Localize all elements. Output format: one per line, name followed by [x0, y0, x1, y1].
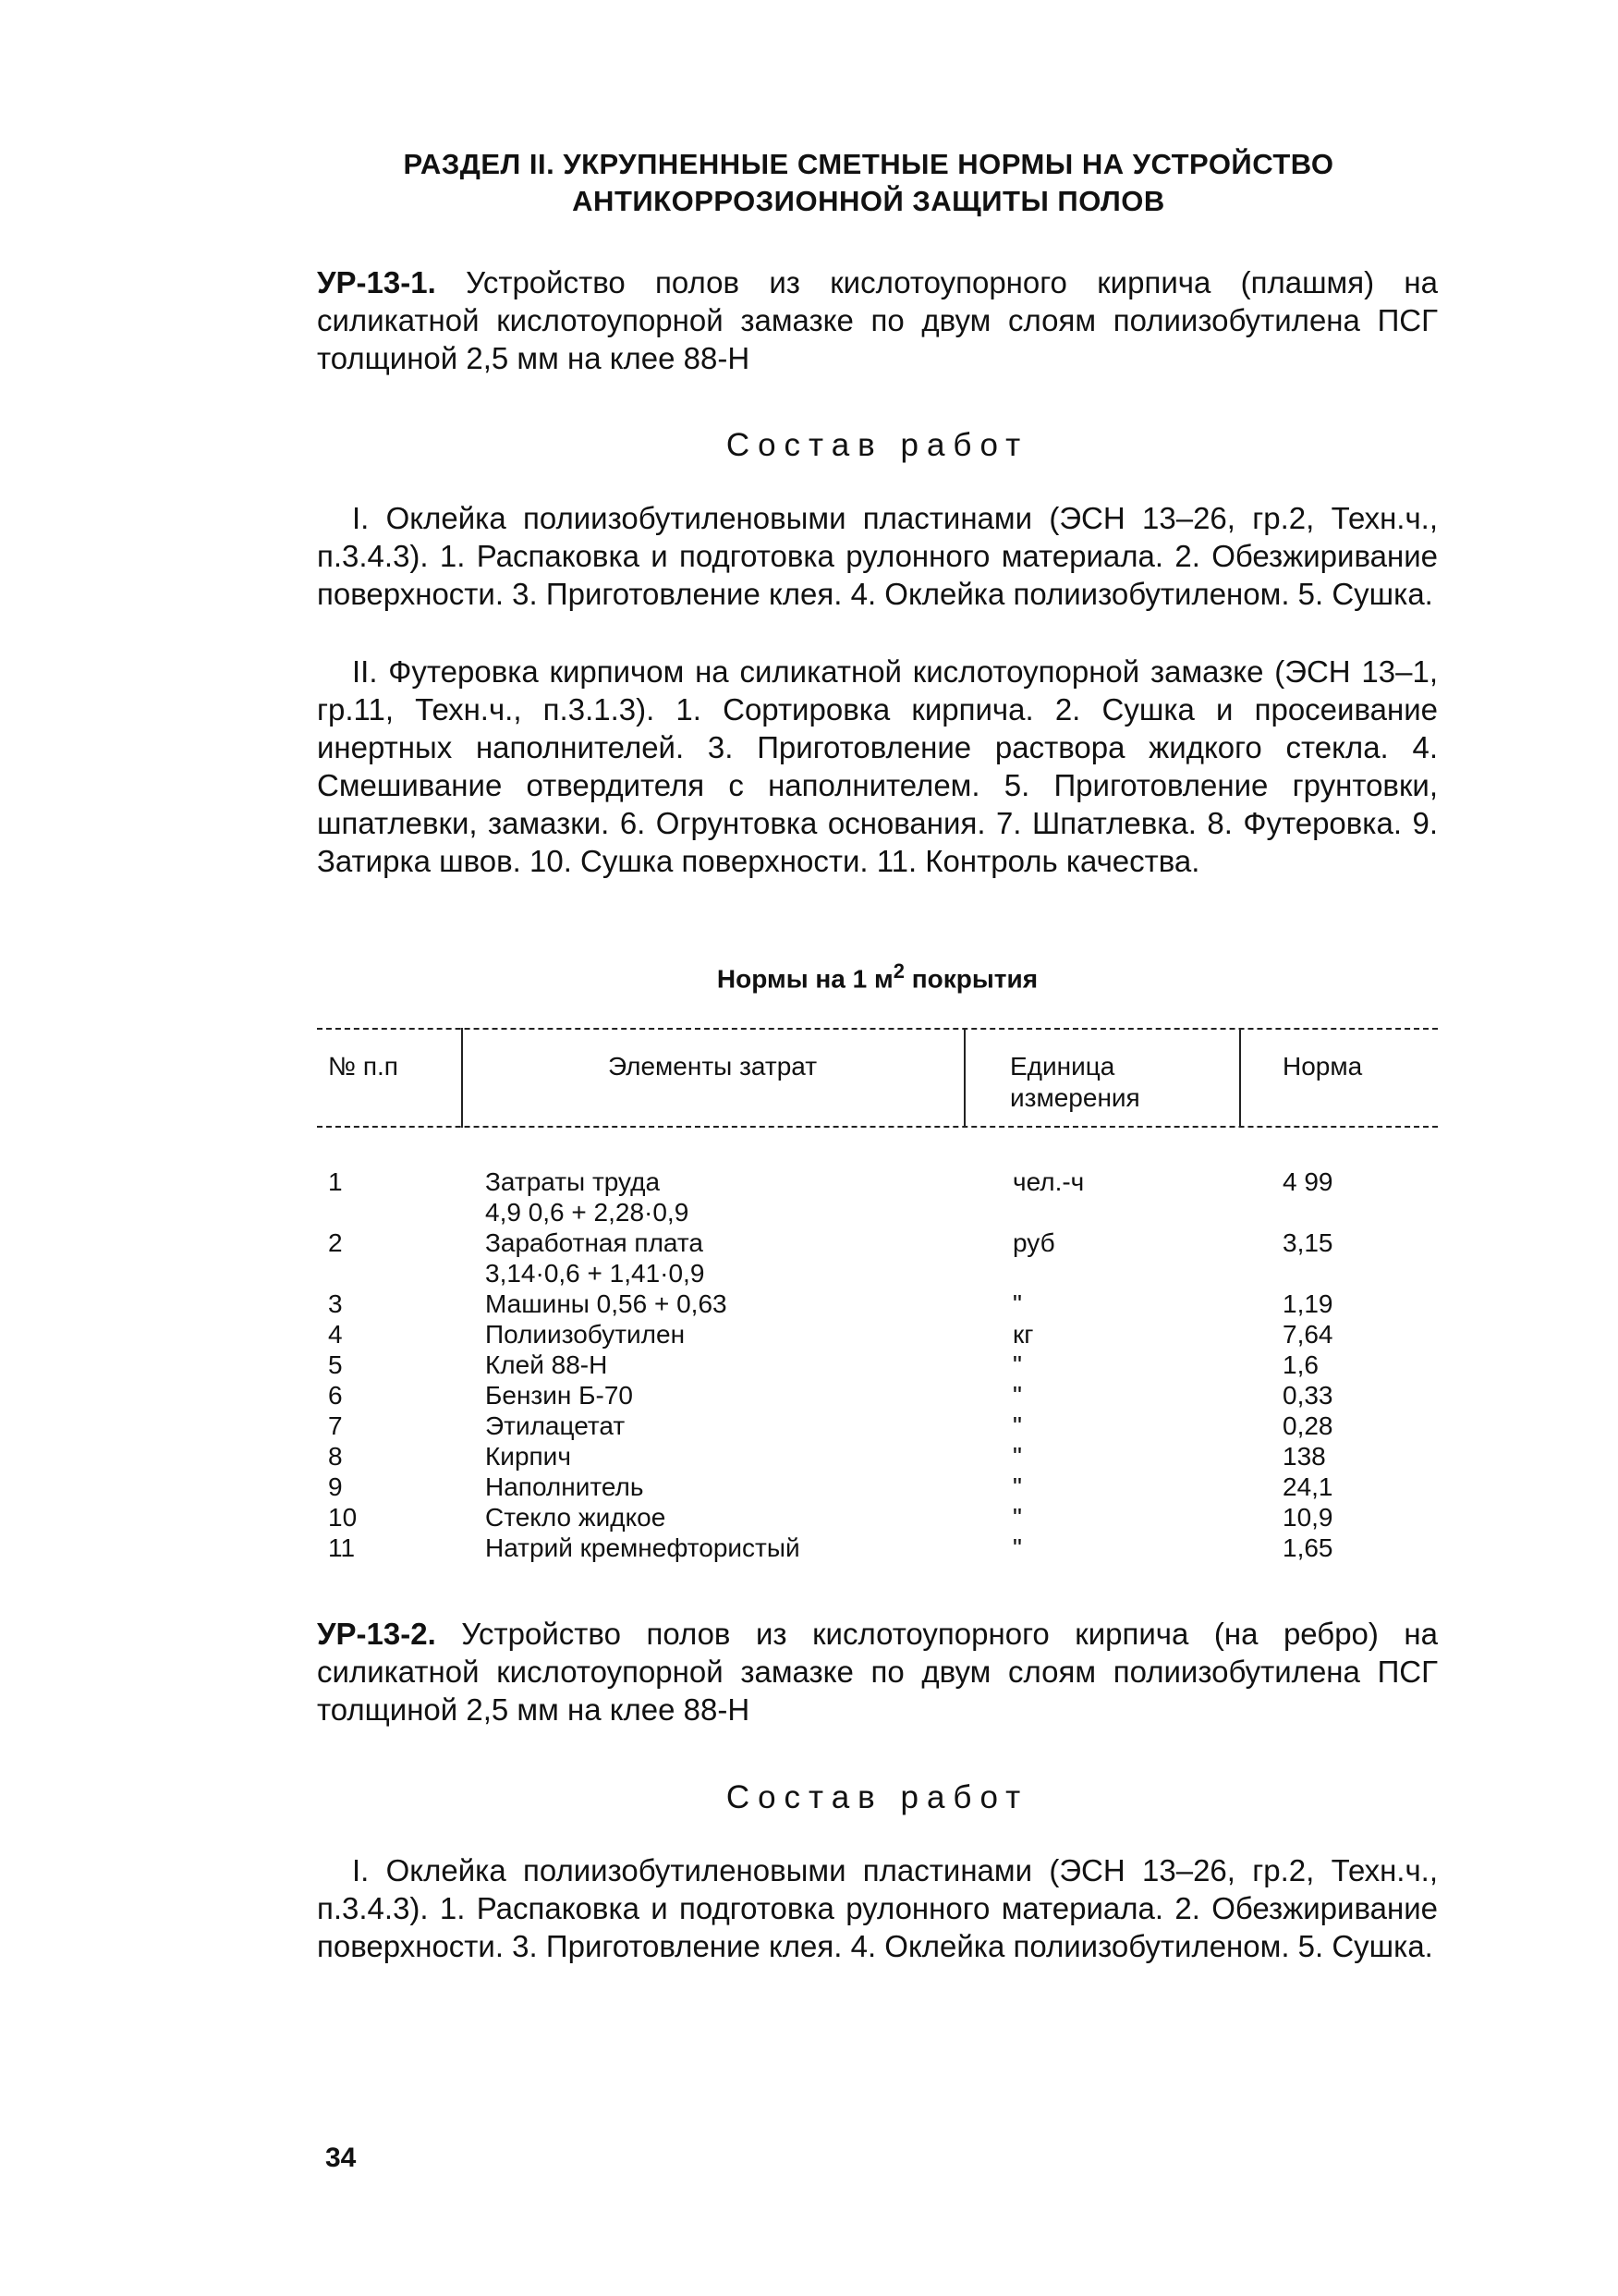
header-norm: Норма	[1283, 1052, 1363, 1081]
row-unit: руб	[1013, 1228, 1055, 1257]
ur1-work-heading: Состав работ	[725, 427, 1029, 463]
norms-caption	[317, 959, 1438, 994]
row-num: 5	[328, 1350, 343, 1379]
header-unit-line2: измерения	[1010, 1083, 1140, 1112]
ur1-title: Устройство полов из кислотоупорного кирпича (плашмя) на силикатной кислотоупорной замазке по двум слоям полиизобутилена ПСГ толщиной 2,5 мм на клее 88-Н	[317, 265, 1439, 375]
header-num: № п.п	[328, 1052, 398, 1081]
row-unit: "	[1013, 1350, 1022, 1379]
row-norm: 4 99	[1283, 1167, 1333, 1196]
row-norm: 10,9	[1283, 1503, 1333, 1532]
row-element-formula: 3,14·0,6 + 1,41·0,9	[485, 1259, 705, 1288]
row-unit: кг	[1013, 1320, 1034, 1349]
norms-table-header	[317, 1028, 1438, 1130]
row-unit: "	[1013, 1411, 1022, 1440]
row-unit: "	[1013, 1503, 1022, 1532]
row-unit: чел.-ч	[1013, 1167, 1085, 1196]
row-unit: "	[1013, 1289, 1022, 1318]
row-norm: 7,64	[1283, 1320, 1333, 1349]
table-divider	[964, 1028, 966, 1128]
row-norm: 3,15	[1283, 1228, 1333, 1257]
section-title-line1: РАЗДЕЛ II. УКРУПНЕННЫЕ СМЕТНЫЕ НОРМЫ НА УСТРОЙСТВО	[403, 148, 1334, 180]
ur1-paragraph	[317, 263, 1438, 377]
row-num: 10	[328, 1503, 358, 1532]
row-element: Стекло жидкое	[485, 1503, 666, 1532]
norms-caption-sup: 2	[893, 959, 905, 983]
row-element: Машины 0,56 + 0,63	[485, 1289, 727, 1318]
header-unit-line1: Единица	[1010, 1052, 1115, 1081]
row-element: Бензин Б-70	[485, 1381, 633, 1410]
row-num: 3	[328, 1289, 343, 1318]
row-num: 1	[328, 1167, 343, 1196]
row-num: 2	[328, 1228, 343, 1257]
row-element: Заработная плата	[485, 1228, 703, 1257]
row-norm: 24,1	[1283, 1472, 1333, 1501]
ur1-work-1: I. Оклейка полиизобутиленовыми пластинами (ЭСН 13–26, гр.2, Техн.ч., п.3.4.3). 1. Распаковка и подготовка рулонного материала. 2. Обезжиривание поверхности. 3. Приготовление клея. 4. Оклейка полиизобутиленом. 5. Сушка.	[317, 501, 1438, 611]
ur2-title: Устройство полов из кислотоупорного кирпича (на ребро) на силикатной кислотоупорной замазке по двум слоям полиизобутилена ПСГ толщиной 2,5 мм на клее 88-Н	[317, 1617, 1438, 1727]
row-element: Затраты труда	[485, 1167, 661, 1196]
row-element: Клей 88-Н	[485, 1350, 608, 1379]
row-element: Этилацетат	[485, 1411, 626, 1440]
row-norm: 1,19	[1283, 1289, 1333, 1318]
table-top-rule	[317, 1028, 1438, 1030]
row-norm: 138	[1283, 1442, 1326, 1471]
row-unit: "	[1013, 1533, 1022, 1562]
header-elements: Элементы затрат	[607, 1052, 818, 1081]
section-title-line2: АНТИКОРРОЗИОННОЙ ЗАЩИТЫ ПОЛОВ	[572, 185, 1165, 217]
row-num: 4	[328, 1320, 343, 1349]
row-unit: "	[1013, 1442, 1022, 1471]
row-num: 11	[328, 1533, 356, 1562]
row-element: Кирпич	[485, 1442, 571, 1471]
row-num: 8	[328, 1442, 343, 1471]
norms-caption-text: Нормы на 1 м	[716, 964, 894, 994]
norms-caption-tail: покрытия	[904, 964, 1039, 994]
row-num: 7	[328, 1411, 343, 1440]
page-number: 34	[325, 2143, 357, 2173]
row-norm: 1,6	[1283, 1350, 1319, 1379]
table-divider	[1239, 1028, 1241, 1128]
section-title	[314, 146, 1423, 220]
row-norm: 0,33	[1283, 1381, 1333, 1410]
ur2-work-heading: Состав работ	[725, 1779, 1029, 1815]
table-divider	[461, 1028, 463, 1128]
row-num: 9	[328, 1472, 343, 1501]
row-unit: "	[1013, 1472, 1022, 1501]
ur1-work-2: II. Футеровка кирпичом на силикатной кислотоупорной замазке (ЭСН 13–1, гр.11, Техн.ч., п.3.1.3). 1. Сортировка кирпича. 2. Сушка и просеивание инертных наполнителей. 3. Приготовление раствора жидкого стекла. 4. Смешивание отвердителя с наполнителем. 5. Приготовление грунтовки, шпатлевки, замазки. 6. Огрунтовка основания. 7. Шпатлевка. 8. Футеровка. 9. Затирка швов. 10. Сушка поверхности. 11. Контроль качества.	[317, 654, 1438, 878]
ur1-code: УР-13-1.	[317, 265, 436, 299]
ur2-paragraph	[317, 1615, 1438, 1728]
row-element: Полиизобутилен	[485, 1320, 686, 1349]
table-header-rule	[317, 1126, 1438, 1128]
row-unit: "	[1013, 1381, 1022, 1410]
row-num: 6	[328, 1381, 343, 1410]
row-element: Наполнитель	[485, 1472, 644, 1501]
row-element: Натрий кремнефтористый	[485, 1533, 800, 1562]
ur2-code: УР-13-2.	[317, 1617, 436, 1651]
row-norm: 1,65	[1283, 1533, 1333, 1562]
row-element-formula: 4,9 0,6 + 2,28·0,9	[485, 1198, 689, 1227]
ur2-work-1: I. Оклейка полиизобутиленовыми пластинами (ЭСН 13–26, гр.2, Техн.ч., п.3.4.3). 1. Распаковка и подготовка рулонного материала. 2. Обезжиривание поверхности. 3. Приготовление клея. 4. Оклейка полиизобутиленом. 5. Сушка.	[317, 1853, 1438, 1963]
row-norm: 0,28	[1283, 1411, 1333, 1440]
